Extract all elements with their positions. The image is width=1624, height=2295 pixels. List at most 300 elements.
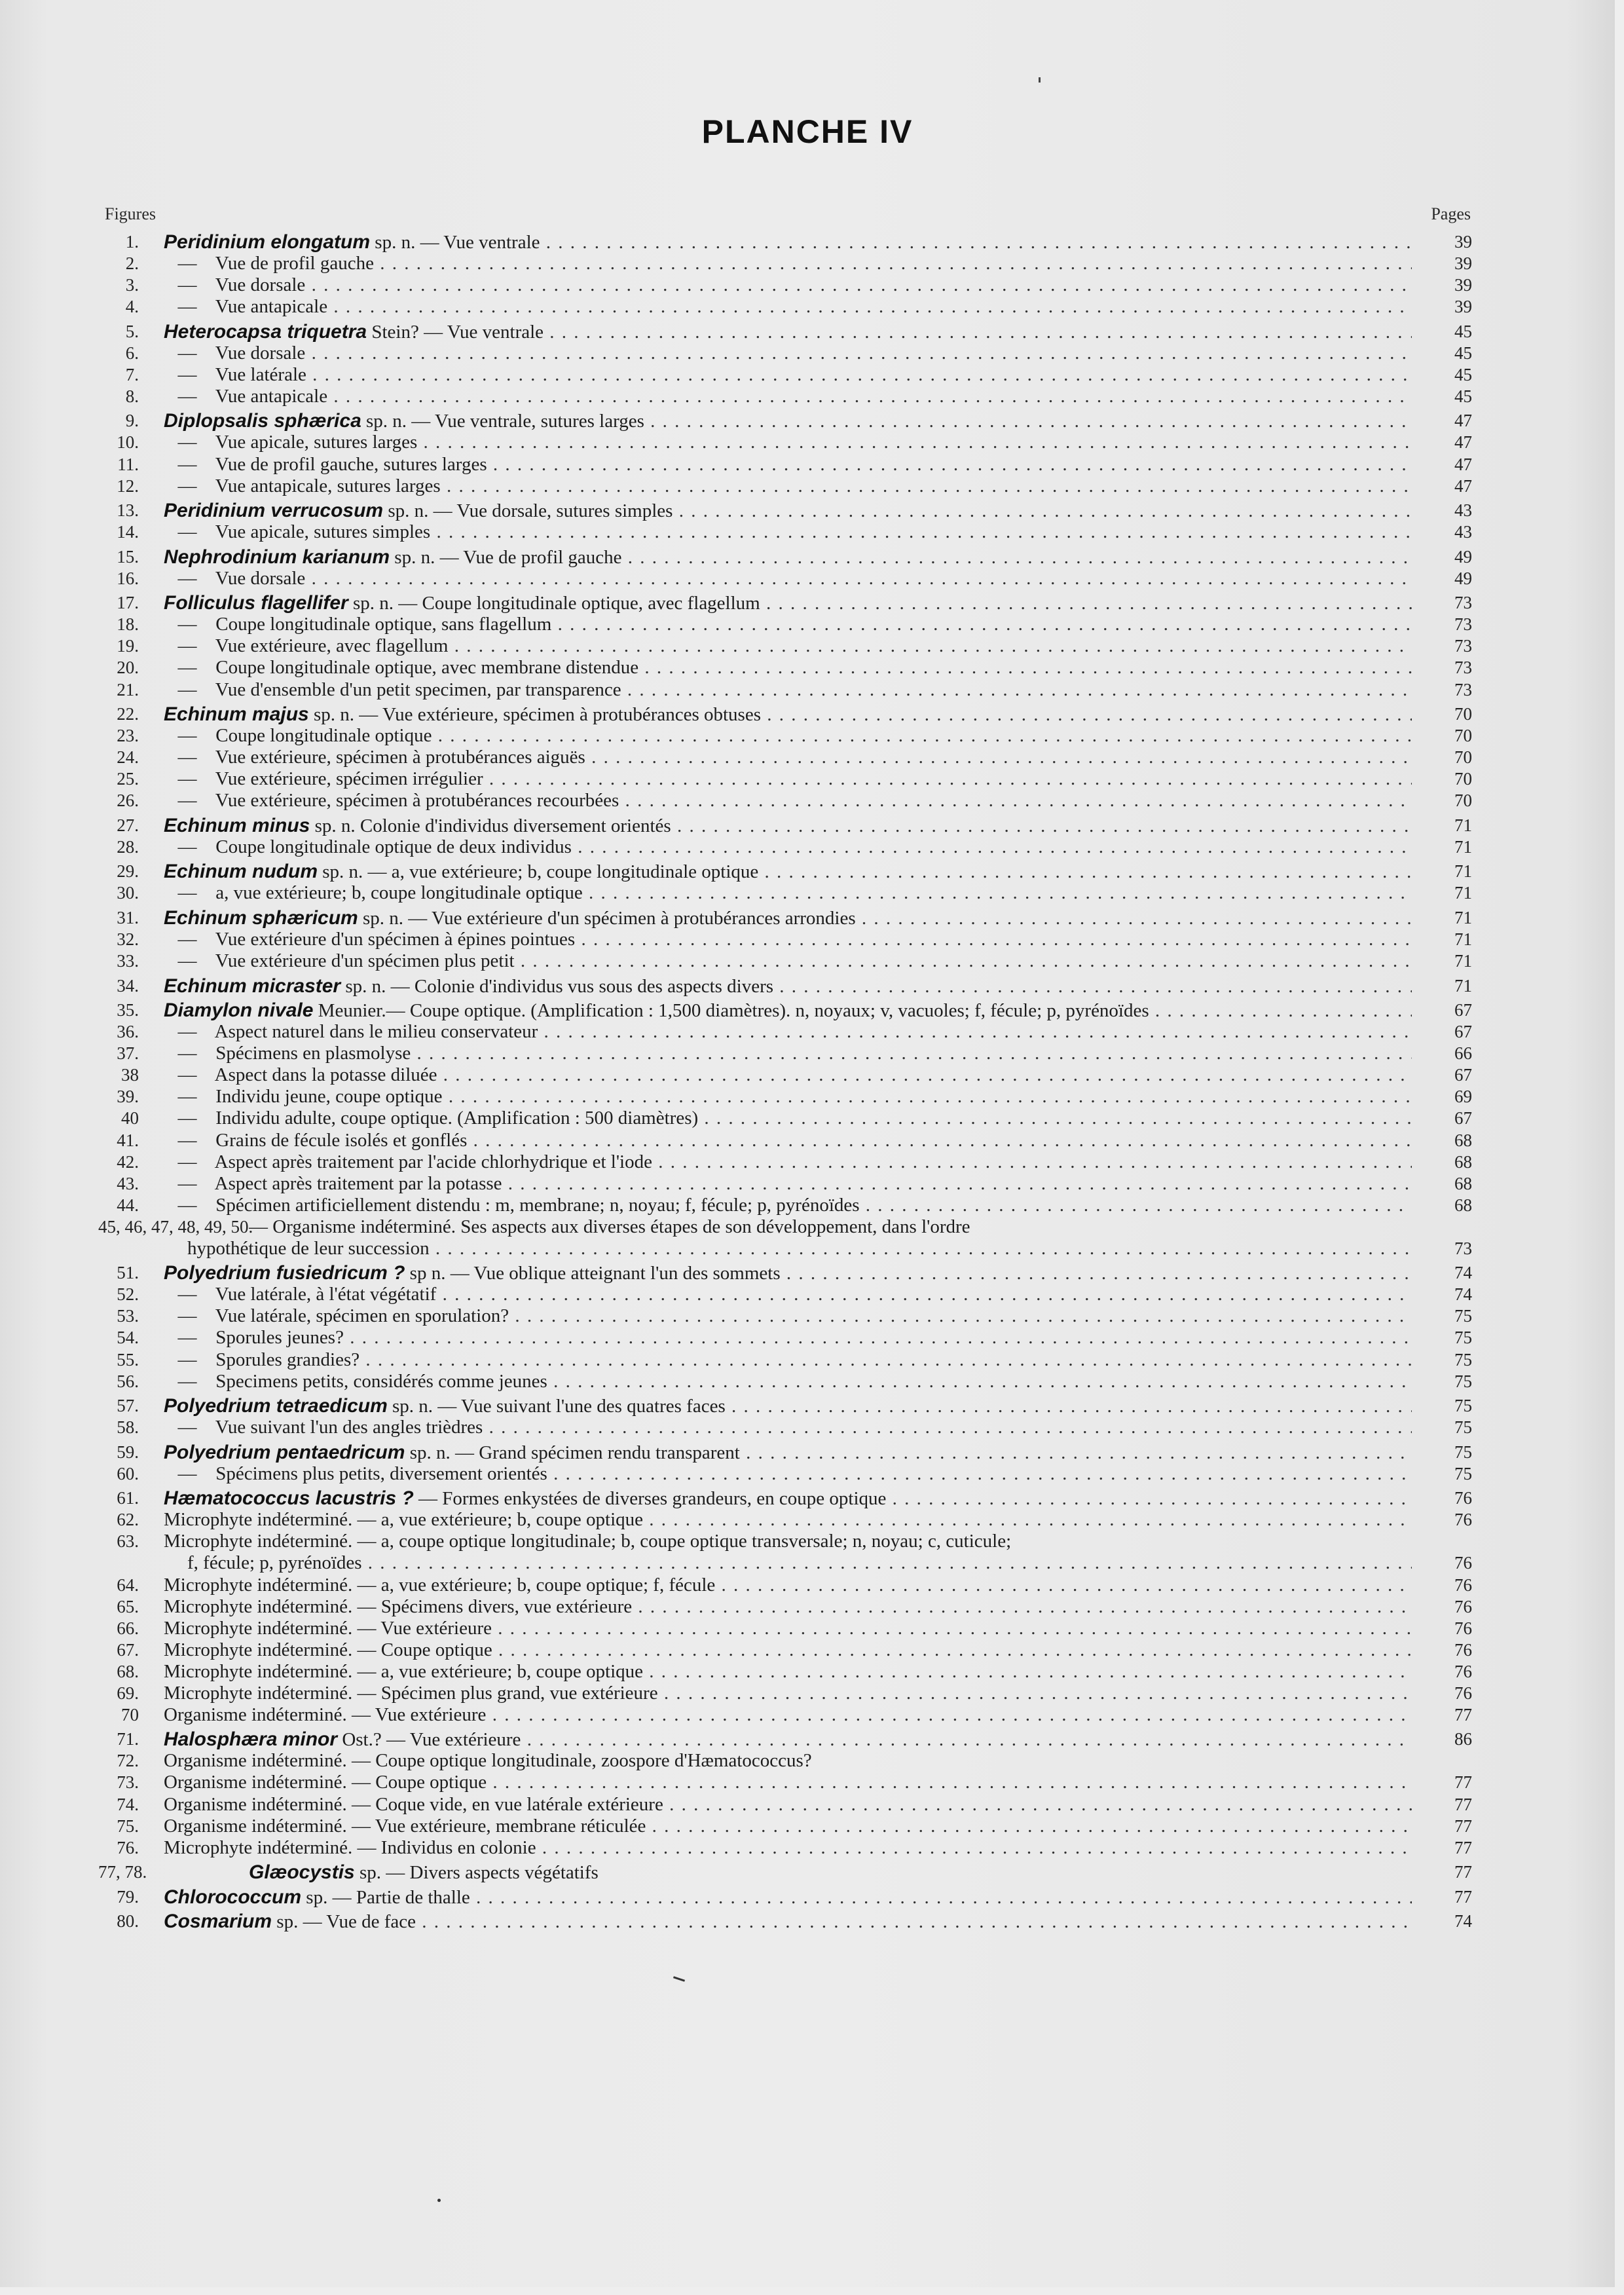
figure-entry [0, 386, 1615, 407]
figure-description [164, 296, 1412, 318]
ditto-dash: — [177, 1086, 197, 1108]
figure-number: 59. [117, 1442, 139, 1462]
figure-number: 70 [121, 1704, 139, 1725]
figure-description [164, 1639, 1412, 1661]
figure-number: 60. [117, 1463, 139, 1483]
figure-caption: Vue extérieure d'un spécimen à épines pointues [215, 929, 576, 950]
figure-caption: Vue latérale [215, 364, 306, 385]
figure-description [164, 432, 1412, 453]
figure-number: 19. [117, 636, 139, 656]
figure-caption: Coupe longitudinale optique, sans flagellum [215, 614, 552, 635]
page-number: 68 [1454, 1130, 1472, 1150]
figure-caption: Microphyte indéterminé. — Coupe optique [164, 1639, 492, 1660]
page-number: 68 [1454, 1151, 1472, 1172]
page-number: 45 [1454, 364, 1472, 384]
figure-entry [0, 1575, 1615, 1596]
page-number: 74 [1454, 1911, 1472, 1931]
figure-entry [0, 343, 1615, 364]
species-name: Diamylon nivale [164, 999, 314, 1022]
page-number: 77 [1454, 1886, 1472, 1907]
figure-entry [0, 999, 1615, 1021]
figure-number: 72. [117, 1751, 139, 1771]
figure-description [164, 999, 1412, 1022]
figure-entry [0, 929, 1615, 950]
figure-number: 73. [117, 1772, 139, 1793]
figure-entry [0, 1284, 1615, 1305]
figure-description [164, 635, 1412, 657]
figure-description [164, 1395, 1412, 1417]
page-number: 47 [1454, 411, 1472, 431]
figure-number: 61. [117, 1488, 139, 1508]
figure-description [164, 500, 1412, 522]
figure-description [164, 614, 1412, 635]
figure-caption: Grains de fécule isolés et gonflés [215, 1129, 468, 1151]
page-number: 71 [1454, 883, 1472, 903]
figure-caption: Spécimen artificiellement distendu : m, membrane; n, noyau; f, fécule; p, pyrénoïdes [215, 1194, 860, 1216]
figure-description [164, 1463, 1412, 1485]
page-number: 73 [1454, 679, 1472, 700]
figure-entry [0, 1086, 1615, 1108]
figure-description [164, 747, 1412, 768]
print-mark [437, 2199, 441, 2202]
figure-description [164, 1531, 1412, 1552]
page-number: 71 [1454, 836, 1472, 857]
figure-entry [0, 1371, 1615, 1392]
figure-caption: Microphyte indéterminé. — Vue extérieure [164, 1617, 492, 1639]
figure-caption: Organisme indéterminé. — Coupe optique [164, 1772, 487, 1793]
page-number: 73 [1454, 593, 1472, 613]
figure-number: 56. [117, 1371, 139, 1391]
figure-entry [0, 432, 1615, 453]
ditto-dash: — [177, 1129, 197, 1151]
figure-caption: Spécimens en plasmolyse [215, 1043, 411, 1064]
figure-caption: Aspect naturel dans le milieu conservateur [214, 1021, 538, 1043]
page-number: 76 [1454, 1575, 1472, 1595]
species-name: Folliculus flagellifer [164, 592, 348, 614]
page-number: 67 [1454, 1065, 1472, 1085]
page-number: 73 [1454, 658, 1472, 678]
figure-number: 28. [117, 836, 139, 857]
figure-number: 23. [117, 726, 139, 746]
figure-number: 22. [117, 704, 139, 724]
ditto-dash: — [177, 567, 197, 589]
figure-number: 64. [117, 1575, 139, 1595]
page-number: 39 [1454, 253, 1472, 274]
figure-caption: Organisme indéterminé. — Vue extérieure, membrane réticulée [164, 1815, 646, 1837]
figure-description [164, 1130, 1412, 1151]
figure-entry [0, 454, 1615, 476]
figure-entry [0, 1463, 1615, 1485]
figure-description [164, 1327, 1412, 1349]
figure-description [164, 1837, 1412, 1859]
species-name: Echinum majus [164, 703, 309, 726]
page-number: 43 [1454, 522, 1472, 542]
figure-description [164, 568, 1412, 589]
figure-entry [0, 476, 1615, 497]
figure-entry [0, 975, 1615, 997]
ditto-dash: — [177, 1349, 197, 1370]
figure-number: 39. [117, 1087, 139, 1107]
species-name: Peridinium verrucosum [164, 500, 384, 522]
figure-entry [0, 950, 1615, 972]
figure-caption: sp n. — Vue oblique atteignant l'un des sommets [405, 1263, 781, 1284]
species-name: Polyedrium pentaedricum [164, 1441, 405, 1463]
figure-description [164, 1661, 1412, 1683]
page-number: 67 [1454, 1000, 1472, 1020]
figure-entry [0, 725, 1615, 747]
print-mark [1039, 77, 1041, 83]
figure-caption: Vue extérieure d'un spécimen plus petit [215, 950, 515, 972]
figure-number: 20. [117, 658, 139, 678]
species-name: Glæocystis [249, 1861, 355, 1884]
figure-entry [0, 321, 1615, 343]
figure-description [164, 1487, 1412, 1510]
figure-description [164, 1794, 1412, 1816]
page-number: 76 [1454, 1488, 1472, 1508]
figure-number: 14. [117, 522, 139, 542]
figure-caption: sp. n. — Vue extérieure, spécimen à protubérances obtuses [308, 704, 761, 726]
figure-description [249, 1861, 1412, 1884]
ditto-dash: — [177, 1370, 197, 1392]
ditto-dash: — [177, 790, 197, 812]
ditto-dash: — [177, 1151, 197, 1172]
page-number: 77 [1454, 1794, 1472, 1814]
species-name: Echinum minus [164, 814, 310, 836]
figure-number: 53. [117, 1306, 139, 1326]
page-number: 73 [1454, 1238, 1472, 1258]
figure-number: 26. [117, 791, 139, 811]
figure-caption: Vue de profil gauche [215, 253, 374, 274]
figure-description [164, 679, 1412, 701]
figure-entry [0, 1861, 1615, 1883]
figure-number: 5. [125, 321, 139, 341]
page-number: 67 [1454, 1108, 1472, 1129]
figure-number: 2. [125, 253, 139, 274]
figure-description [164, 1575, 1412, 1596]
figure-entry [0, 521, 1615, 543]
figure-description [164, 521, 1412, 543]
figure-description [164, 657, 1412, 679]
figure-number: 44. [117, 1195, 139, 1215]
figure-description [164, 1911, 1412, 1933]
ditto-dash: — [177, 836, 197, 857]
figure-description [164, 1816, 1412, 1837]
figure-caption: Microphyte indéterminé. — Spécimen plus grand, vue extérieure [164, 1682, 658, 1704]
figure-description [164, 1284, 1412, 1305]
figure-number: 15. [117, 546, 139, 567]
page-number: 68 [1454, 1173, 1472, 1193]
ditto-dash: — [177, 475, 197, 496]
figure-number: 40 [121, 1108, 139, 1129]
figure-description [164, 768, 1412, 790]
figure-caption: Vue apicale, sutures simples [215, 521, 431, 543]
figure-entry [0, 1064, 1615, 1086]
figure-caption: Coupe longitudinale optique, avec membrane distendue [215, 657, 639, 679]
figure-number: 24. [117, 747, 139, 768]
figure-description [164, 950, 1412, 972]
figure-entry [0, 747, 1615, 768]
figure-number: 10. [117, 432, 139, 453]
figure-entry [0, 1911, 1615, 1932]
figure-caption: Vue antapicale [215, 385, 328, 407]
figure-number: 30. [117, 883, 139, 903]
figure-description [164, 1750, 1412, 1772]
figure-entry [0, 614, 1615, 635]
ditto-dash: — [177, 1417, 197, 1438]
figure-entry [0, 1417, 1615, 1438]
page-number: 77 [1454, 1837, 1472, 1857]
figure-caption: Meunier.— Coupe optique. (Amplification : 1,500 diamètres). n, noyaux; v, vacuoles; f, fécule; p, pyrénoïdes [313, 1000, 1149, 1022]
figure-number: 63. [117, 1531, 139, 1552]
figure-caption: Vue extérieure, avec flagellum [215, 635, 449, 657]
figures-column-header: Figures [105, 204, 156, 223]
figure-number: 8. [125, 386, 139, 406]
ditto-dash: — [177, 274, 197, 296]
page-number: 43 [1454, 500, 1472, 521]
figure-entry [0, 1639, 1615, 1661]
ditto-dash: — [177, 453, 197, 475]
figure-entry [0, 1349, 1615, 1371]
figure-entry [0, 1262, 1615, 1284]
species-name: Hæmatococcus lacustris ? [164, 1487, 414, 1510]
ditto-dash: — [177, 385, 197, 407]
species-name: Chlorococcum [164, 1886, 302, 1908]
figure-description [164, 476, 1412, 497]
page-number: 75 [1454, 1328, 1472, 1348]
figure-description [164, 546, 1412, 569]
figure-number: 38 [121, 1065, 139, 1085]
page-number: 47 [1454, 454, 1472, 474]
figure-description [164, 907, 1412, 929]
figure-number: 75. [117, 1816, 139, 1836]
species-name: Polyedrium fusiedricum ? [164, 1262, 405, 1284]
page-number: 77 [1454, 1772, 1472, 1793]
pages-column-header: Pages [1431, 204, 1471, 223]
figure-description [164, 1371, 1412, 1392]
page-title: PLANCHE IV [701, 113, 913, 150]
figure-caption: Vue latérale, spécimen en sporulation? [215, 1305, 509, 1327]
page-number: 77 [1454, 1816, 1472, 1836]
page-number: 70 [1454, 747, 1472, 768]
page-number: 75 [1454, 1396, 1472, 1416]
page-number: 76 [1454, 1596, 1472, 1616]
figure-caption: Individu adulte, coupe optique. (Amplification : 500 diamètres) [215, 1108, 699, 1129]
ditto-dash: — [177, 296, 197, 318]
ditto-dash: — [177, 521, 197, 543]
figure-description [164, 1596, 1412, 1618]
figure-description [164, 321, 1412, 343]
figure-description [164, 836, 1412, 858]
figure-number: 33. [117, 951, 139, 971]
figure-description [164, 454, 1412, 476]
figure-description [164, 1043, 1412, 1064]
figure-entry [0, 836, 1615, 858]
figure-description [164, 231, 1412, 253]
figure-number: 74. [117, 1794, 139, 1814]
page-number: 67 [1454, 1022, 1472, 1042]
figure-entry [0, 1487, 1615, 1509]
ditto-dash: — [177, 1172, 197, 1194]
ditto-dash: — [177, 1194, 197, 1216]
figure-entry [0, 1750, 1615, 1772]
page-number: 75 [1454, 1463, 1472, 1483]
figure-description [164, 1108, 1412, 1129]
figure-caption: Vue dorsale [215, 567, 306, 589]
figure-entry [0, 861, 1615, 882]
figure-entry [0, 1442, 1615, 1463]
figure-entry [0, 1043, 1615, 1064]
figure-description [164, 343, 1412, 364]
figure-caption: sp. n. — Vue de profil gauche [390, 546, 622, 568]
figure-number: 21. [117, 679, 139, 700]
figure-entry [0, 1683, 1615, 1704]
figure-entry [0, 1238, 1615, 1259]
figure-caption: sp. — Partie de thalle [301, 1886, 470, 1908]
print-mark [673, 1976, 685, 1981]
figure-entry [0, 410, 1615, 432]
ditto-dash: — [177, 725, 197, 747]
figure-entry [0, 703, 1615, 725]
figure-number: 17. [117, 593, 139, 613]
figure-description [187, 1552, 1412, 1574]
page-number: 73 [1454, 614, 1472, 635]
species-name: Halosphæra minor [164, 1728, 338, 1751]
figure-entry [0, 1596, 1615, 1618]
ditto-dash: — [177, 929, 197, 950]
figure-description [249, 1216, 1412, 1238]
page-number: 77 [1454, 1862, 1472, 1882]
figure-caption: sp. n. Colonie d'individus diversement orientés [310, 815, 671, 836]
figure-entry [0, 296, 1615, 318]
figure-entry [0, 546, 1615, 568]
page-number: 45 [1454, 321, 1472, 341]
figure-number: 55. [117, 1349, 139, 1370]
species-name: Diplopsalis sphærica [164, 410, 361, 432]
figure-caption: Specimens petits, considérés comme jeunes [215, 1370, 547, 1392]
figure-description [164, 1417, 1412, 1438]
figure-number: 71. [117, 1729, 139, 1749]
figure-caption: Coupe longitudinale optique de deux individus [215, 836, 572, 857]
page-number: 75 [1454, 1371, 1472, 1391]
figure-caption: Ost.? — Vue extérieure [337, 1729, 521, 1751]
figure-description [164, 1728, 1412, 1751]
figure-entry [0, 1327, 1615, 1349]
figure-caption: Vue antapicale, sutures larges [215, 475, 441, 496]
figure-description [164, 364, 1412, 386]
page-number: 71 [1454, 908, 1472, 927]
figure-entry [0, 1305, 1615, 1327]
figure-caption: Organisme indéterminé. — Vue extérieure [164, 1704, 487, 1725]
figure-caption: Organisme indéterminé. — Coupe optique longitudinale, zoospore d'Hæmatococcus? [164, 1750, 812, 1772]
figure-caption: Vue extérieure, spécimen à protubérances aiguës [215, 747, 585, 768]
ditto-dash: — [177, 253, 197, 274]
figure-number: 32. [117, 929, 139, 950]
figure-number: 25. [117, 769, 139, 789]
figure-caption: Vue extérieure, spécimen à protubérances recourbées [215, 790, 619, 812]
page-number: 75 [1454, 1306, 1472, 1326]
figure-description [164, 975, 1412, 998]
figure-number: 52. [117, 1284, 139, 1305]
figure-caption: Aspect dans la potasse diluée [214, 1064, 437, 1086]
figure-entry [0, 1173, 1615, 1195]
figure-entry [0, 1151, 1615, 1173]
figure-caption: Vue de profil gauche, sutures larges [215, 453, 487, 475]
figure-entry [0, 592, 1615, 614]
species-name: Polyedrium tetraedicum [164, 1395, 388, 1417]
figure-description [164, 1704, 1412, 1726]
figure-caption: sp. n. — Vue extérieure d'un spécimen à protubérances arrondies [358, 908, 856, 929]
species-name: Peridinium elongatum [164, 231, 371, 253]
page-number: 49 [1454, 546, 1472, 567]
figure-description [164, 1305, 1412, 1327]
figure-number: 68. [117, 1661, 139, 1681]
figure-caption: sp. n. — Vue ventrale [370, 232, 540, 253]
figure-number: 12. [117, 476, 139, 496]
figure-entry [0, 635, 1615, 657]
figure-entry [0, 1772, 1615, 1793]
figure-number: 16. [117, 568, 139, 588]
species-name: Nephrodinium karianum [164, 546, 390, 568]
figure-description [164, 929, 1412, 950]
figure-entry [0, 1195, 1615, 1216]
page-number: 70 [1454, 769, 1472, 789]
ditto-dash: — [177, 1021, 197, 1043]
figure-number: 1. [125, 232, 139, 252]
page-number: 86 [1454, 1729, 1472, 1749]
figure-caption: sp. n. — Vue dorsale, sutures simples [383, 500, 673, 522]
figure-caption: Spécimens plus petits, diversement orientés [215, 1463, 547, 1484]
page-number: 45 [1454, 386, 1472, 406]
page-number: 70 [1454, 704, 1472, 724]
figure-number: 69. [117, 1683, 139, 1703]
figure-description [164, 1683, 1412, 1704]
ditto-dash: — [177, 432, 197, 453]
figure-number: 13. [117, 500, 139, 521]
figure-number: 4. [125, 297, 139, 317]
figure-caption: Vue dorsale [215, 342, 306, 364]
page-number: 68 [1454, 1195, 1472, 1215]
figure-entry [0, 1552, 1615, 1574]
page-number: 75 [1454, 1349, 1472, 1370]
figure-caption: Vue extérieure, spécimen irrégulier [215, 768, 483, 790]
figure-description [164, 1618, 1412, 1639]
figure-entry [0, 500, 1615, 521]
figure-entry [0, 1816, 1615, 1837]
figure-description [164, 1021, 1412, 1043]
figure-caption: sp. n. — Vue ventrale, sutures larges [361, 411, 644, 432]
figure-entry [0, 1794, 1615, 1816]
page-number: 71 [1454, 861, 1472, 882]
figure-number: 35. [117, 1000, 139, 1020]
page-number: 70 [1454, 726, 1472, 746]
figure-entry [0, 907, 1615, 929]
figure-caption: f, fécule; p, pyrénoïdes [187, 1552, 362, 1574]
figure-number: 51. [117, 1263, 139, 1283]
figure-number: 34. [117, 975, 139, 996]
figure-number: 31. [117, 908, 139, 927]
species-name: Echinum micraster [164, 975, 341, 997]
figure-caption: Microphyte indéterminé. — a, vue extérieure; b, coupe optique; f, fécule [164, 1574, 716, 1595]
figure-number: 65. [117, 1596, 139, 1616]
figure-entry [0, 1021, 1615, 1043]
figure-caption: Vue antapicale [215, 296, 328, 318]
figure-caption: Vue apicale, sutures larges [215, 432, 418, 453]
figure-description [164, 861, 1412, 883]
ditto-dash: — [177, 614, 197, 635]
page-number: 73 [1454, 636, 1472, 656]
figure-entry [0, 1886, 1615, 1908]
figure-caption: — Formes enkystées de diverses grandeurs, en coupe optique [413, 1488, 887, 1510]
